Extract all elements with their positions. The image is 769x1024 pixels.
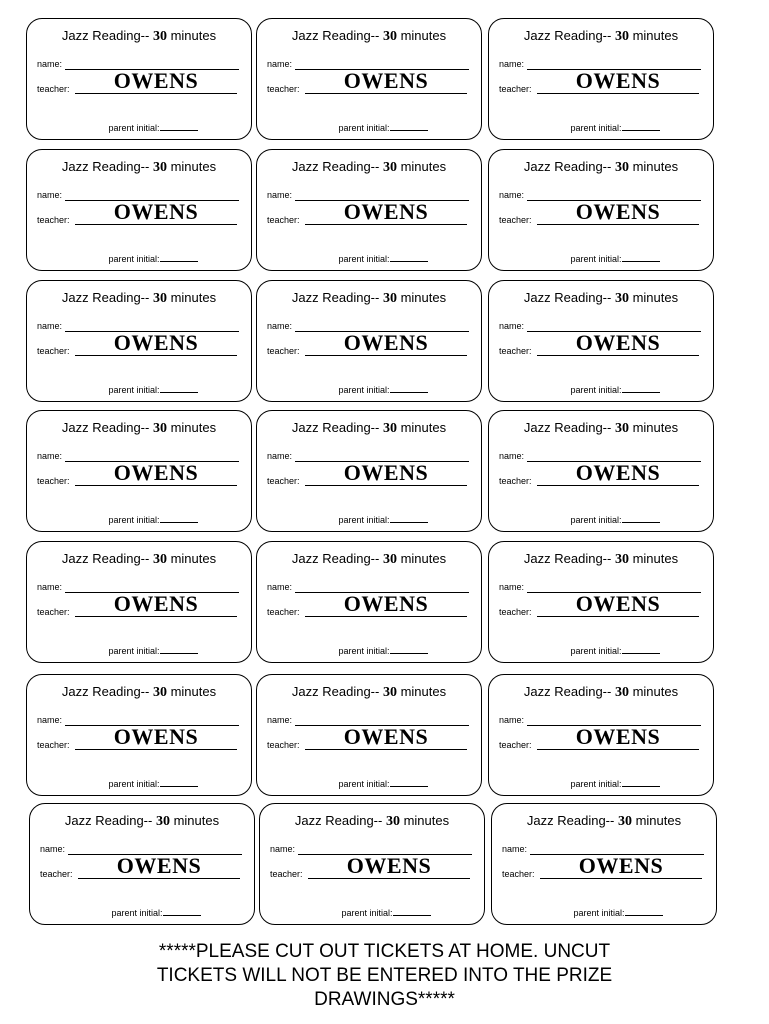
parent-initial-label: parent initial: (570, 123, 622, 133)
ticket-title (257, 290, 481, 307)
parent-initial-blank (160, 778, 198, 787)
reading-ticket (26, 410, 252, 532)
teacher-value: OWENS (113, 199, 199, 224)
name-label: name: (37, 190, 63, 200)
teacher-label: teacher: (499, 346, 532, 356)
ticket-title (27, 159, 251, 176)
reading-ticket (259, 803, 485, 925)
name-label: name: (37, 451, 63, 461)
ticket-title-suffix: minutes (169, 813, 220, 828)
teacher-label: teacher: (270, 869, 303, 879)
parent-initial (27, 514, 251, 525)
name-label: name: (267, 59, 293, 69)
ticket-title-number: 30 (614, 421, 629, 436)
parent-initial (257, 122, 481, 133)
teacher-value: OWENS (575, 68, 661, 93)
teacher-label: teacher: (40, 869, 73, 879)
ticket-title-suffix: minutes (396, 551, 447, 566)
ticket-title-number: 30 (382, 552, 397, 567)
teacher-label: teacher: (499, 84, 532, 94)
teacher-label: teacher: (37, 84, 70, 94)
ticket-title (30, 813, 254, 830)
name-label: name: (499, 451, 525, 461)
reading-ticket (256, 149, 482, 271)
parent-initial-label: parent initial: (570, 515, 622, 525)
teacher-label: teacher: (267, 740, 300, 750)
teacher-label: teacher: (267, 84, 300, 94)
name-label: name: (267, 451, 293, 461)
ticket-title (27, 684, 251, 701)
parent-initial-label: parent initial: (570, 254, 622, 264)
ticket-title-prefix: Jazz Reading-- (523, 159, 615, 174)
name-label: name: (37, 582, 63, 592)
parent-initial (257, 253, 481, 264)
parent-initial (27, 253, 251, 264)
ticket-title (492, 813, 716, 830)
parent-initial-label: parent initial: (108, 254, 160, 264)
parent-initial-label: parent initial: (338, 779, 390, 789)
parent-initial-label: parent initial: (570, 385, 622, 395)
teacher-label: teacher: (37, 346, 70, 356)
name-label: name: (499, 59, 525, 69)
ticket-title-prefix: Jazz Reading-- (61, 28, 153, 43)
reading-ticket (488, 18, 714, 140)
reading-ticket (256, 18, 482, 140)
parent-initial (27, 778, 251, 789)
parent-initial-blank (390, 253, 428, 262)
parent-initial-blank (622, 384, 660, 393)
parent-initial-label: parent initial: (108, 515, 160, 525)
parent-initial-label: parent initial: (573, 908, 625, 918)
ticket-title-prefix: Jazz Reading-- (291, 420, 383, 435)
parent-initial-label: parent initial: (338, 123, 390, 133)
ticket-title-number: 30 (614, 291, 629, 306)
name-label: name: (499, 715, 525, 725)
ticket-title-suffix: minutes (399, 813, 450, 828)
name-label: name: (270, 844, 296, 854)
name-label: name: (502, 844, 528, 854)
ticket-title-prefix: Jazz Reading-- (523, 684, 615, 699)
ticket-title-prefix: Jazz Reading-- (291, 28, 383, 43)
ticket-title-prefix: Jazz Reading-- (64, 813, 156, 828)
ticket-title-prefix: Jazz Reading-- (291, 684, 383, 699)
parent-initial (27, 384, 251, 395)
ticket-title (260, 813, 484, 830)
name-label: name: (267, 321, 293, 331)
ticket-title-number: 30 (152, 685, 167, 700)
parent-initial (489, 645, 713, 656)
parent-initial-blank (393, 907, 431, 916)
instructions-line: DRAWINGS***** (314, 989, 455, 1010)
parent-initial-blank (390, 778, 428, 787)
parent-initial (257, 645, 481, 656)
ticket-title-number: 30 (152, 291, 167, 306)
ticket-title (27, 28, 251, 45)
ticket-title-suffix: minutes (628, 290, 679, 305)
ticket-title (257, 28, 481, 45)
parent-initial-blank (622, 778, 660, 787)
teacher-label: teacher: (499, 476, 532, 486)
ticket-title-suffix: minutes (628, 684, 679, 699)
parent-initial (257, 514, 481, 525)
name-label: name: (499, 190, 525, 200)
ticket-title-prefix: Jazz Reading-- (291, 551, 383, 566)
parent-initial-blank (390, 514, 428, 523)
teacher-value: OWENS (113, 591, 199, 616)
ticket-title-suffix: minutes (631, 813, 682, 828)
parent-initial (489, 384, 713, 395)
reading-ticket (29, 803, 255, 925)
ticket-title-number: 30 (152, 29, 167, 44)
parent-initial-blank (390, 122, 428, 131)
ticket-title-number: 30 (152, 160, 167, 175)
ticket-title (489, 551, 713, 568)
parent-initial-blank (163, 907, 201, 916)
parent-initial-blank (625, 907, 663, 916)
parent-initial (489, 514, 713, 525)
ticket-title-prefix: Jazz Reading-- (61, 684, 153, 699)
ticket-title-prefix: Jazz Reading-- (61, 290, 153, 305)
ticket-title-number: 30 (385, 814, 400, 829)
ticket-title-prefix: Jazz Reading-- (523, 290, 615, 305)
ticket-title-prefix: Jazz Reading-- (294, 813, 386, 828)
ticket-title-suffix: minutes (628, 159, 679, 174)
teacher-value: OWENS (343, 199, 429, 224)
parent-initial-blank (160, 253, 198, 262)
reading-ticket (26, 18, 252, 140)
teacher-value: OWENS (578, 853, 664, 878)
ticket-title-number: 30 (614, 160, 629, 175)
ticket-title (257, 159, 481, 176)
teacher-label: teacher: (37, 607, 70, 617)
ticket-title-number: 30 (155, 814, 170, 829)
name-label: name: (499, 582, 525, 592)
teacher-value: OWENS (113, 330, 199, 355)
parent-initial-blank (160, 122, 198, 131)
reading-ticket (256, 674, 482, 796)
name-label: name: (267, 582, 293, 592)
teacher-value: OWENS (346, 853, 432, 878)
parent-initial-label: parent initial: (341, 908, 393, 918)
ticket-title-number: 30 (382, 291, 397, 306)
instructions-line: TICKETS WILL NOT BE ENTERED INTO THE PRIZE (156, 965, 613, 986)
ticket-title-prefix: Jazz Reading-- (526, 813, 618, 828)
ticket-title (489, 684, 713, 701)
reading-ticket (488, 280, 714, 402)
ticket-title-suffix: minutes (396, 290, 447, 305)
parent-initial (27, 645, 251, 656)
ticket-title-suffix: minutes (628, 28, 679, 43)
ticket-title (489, 159, 713, 176)
teacher-label: teacher: (267, 215, 300, 225)
ticket-title (489, 420, 713, 437)
instructions-footer (0, 940, 769, 1024)
ticket-title (27, 551, 251, 568)
ticket-title-suffix: minutes (166, 28, 217, 43)
teacher-value: OWENS (575, 330, 661, 355)
reading-ticket (488, 674, 714, 796)
reading-ticket (26, 149, 252, 271)
reading-ticket (256, 541, 482, 663)
teacher-value: OWENS (113, 68, 199, 93)
teacher-label: teacher: (499, 215, 532, 225)
reading-ticket (26, 674, 252, 796)
parent-initial-label: parent initial: (338, 515, 390, 525)
parent-initial (257, 384, 481, 395)
parent-initial (489, 253, 713, 264)
parent-initial-blank (390, 645, 428, 654)
teacher-value: OWENS (575, 460, 661, 485)
reading-ticket (26, 541, 252, 663)
ticket-title-number: 30 (614, 29, 629, 44)
teacher-value: OWENS (343, 460, 429, 485)
teacher-value: OWENS (575, 591, 661, 616)
parent-initial-label: parent initial: (108, 646, 160, 656)
parent-initial-blank (390, 384, 428, 393)
name-label: name: (499, 321, 525, 331)
name-label: name: (267, 190, 293, 200)
ticket-title-number: 30 (152, 552, 167, 567)
teacher-value: OWENS (575, 724, 661, 749)
ticket-title-prefix: Jazz Reading-- (61, 420, 153, 435)
reading-ticket (488, 149, 714, 271)
ticket-title-suffix: minutes (166, 159, 217, 174)
teacher-value: OWENS (343, 68, 429, 93)
ticket-title-suffix: minutes (166, 420, 217, 435)
reading-ticket (488, 410, 714, 532)
parent-initial-label: parent initial: (338, 385, 390, 395)
teacher-value: OWENS (343, 724, 429, 749)
name-label: name: (40, 844, 66, 854)
ticket-title (257, 551, 481, 568)
ticket-title-suffix: minutes (396, 420, 447, 435)
ticket-title (489, 290, 713, 307)
ticket-title-suffix: minutes (166, 684, 217, 699)
name-label: name: (37, 59, 63, 69)
parent-initial-blank (622, 645, 660, 654)
teacher-label: teacher: (267, 607, 300, 617)
ticket-title-suffix: minutes (628, 420, 679, 435)
parent-initial (30, 907, 254, 918)
ticket-title-prefix: Jazz Reading-- (523, 28, 615, 43)
reading-ticket (256, 410, 482, 532)
ticket-title (27, 290, 251, 307)
teacher-value: OWENS (116, 853, 202, 878)
parent-initial-label: parent initial: (570, 779, 622, 789)
parent-initial-label: parent initial: (570, 646, 622, 656)
ticket-title-suffix: minutes (166, 551, 217, 566)
ticket-title-suffix: minutes (628, 551, 679, 566)
ticket-title-prefix: Jazz Reading-- (61, 159, 153, 174)
parent-initial-label: parent initial: (108, 123, 160, 133)
parent-initial-label: parent initial: (338, 646, 390, 656)
ticket-title-number: 30 (152, 421, 167, 436)
teacher-label: teacher: (502, 869, 535, 879)
parent-initial-blank (622, 253, 660, 262)
parent-initial (489, 122, 713, 133)
parent-initial (492, 907, 716, 918)
ticket-title-prefix: Jazz Reading-- (61, 551, 153, 566)
teacher-label: teacher: (37, 740, 70, 750)
parent-initial-blank (160, 645, 198, 654)
parent-initial (27, 122, 251, 133)
ticket-title-number: 30 (614, 552, 629, 567)
parent-initial (260, 907, 484, 918)
teacher-label: teacher: (267, 476, 300, 486)
parent-initial-blank (160, 384, 198, 393)
ticket-title-prefix: Jazz Reading-- (523, 551, 615, 566)
ticket-title-suffix: minutes (396, 28, 447, 43)
teacher-value: OWENS (343, 591, 429, 616)
reading-ticket (491, 803, 717, 925)
parent-initial-label: parent initial: (111, 908, 163, 918)
ticket-title-number: 30 (382, 29, 397, 44)
ticket-title-number: 30 (382, 685, 397, 700)
name-label: name: (37, 321, 63, 331)
teacher-value: OWENS (575, 199, 661, 224)
teacher-label: teacher: (267, 346, 300, 356)
ticket-title-suffix: minutes (396, 159, 447, 174)
ticket-title (257, 684, 481, 701)
parent-initial-label: parent initial: (108, 385, 160, 395)
teacher-label: teacher: (37, 215, 70, 225)
ticket-title-suffix: minutes (396, 684, 447, 699)
teacher-label: teacher: (499, 740, 532, 750)
name-label: name: (267, 715, 293, 725)
ticket-title-number: 30 (382, 160, 397, 175)
ticket-title-number: 30 (382, 421, 397, 436)
parent-initial (489, 778, 713, 789)
ticket-title (257, 420, 481, 437)
reading-ticket (488, 541, 714, 663)
instructions-line: *****PLEASE CUT OUT TICKETS AT HOME. UNCUT (158, 941, 611, 962)
ticket-title (489, 28, 713, 45)
ticket-title-prefix: Jazz Reading-- (291, 290, 383, 305)
ticket-title-prefix: Jazz Reading-- (523, 420, 615, 435)
parent-initial-label: parent initial: (338, 254, 390, 264)
ticket-title-number: 30 (614, 685, 629, 700)
ticket-title-suffix: minutes (166, 290, 217, 305)
parent-initial-blank (622, 122, 660, 131)
reading-ticket (256, 280, 482, 402)
teacher-label: teacher: (37, 476, 70, 486)
parent-initial (257, 778, 481, 789)
reading-ticket (26, 280, 252, 402)
name-label: name: (37, 715, 63, 725)
parent-initial-blank (622, 514, 660, 523)
teacher-value: OWENS (343, 330, 429, 355)
parent-initial-label: parent initial: (108, 779, 160, 789)
teacher-value: OWENS (113, 724, 199, 749)
ticket-title-number: 30 (617, 814, 632, 829)
teacher-value: OWENS (113, 460, 199, 485)
teacher-label: teacher: (499, 607, 532, 617)
ticket-title-prefix: Jazz Reading-- (291, 159, 383, 174)
parent-initial-blank (160, 514, 198, 523)
ticket-title (27, 420, 251, 437)
